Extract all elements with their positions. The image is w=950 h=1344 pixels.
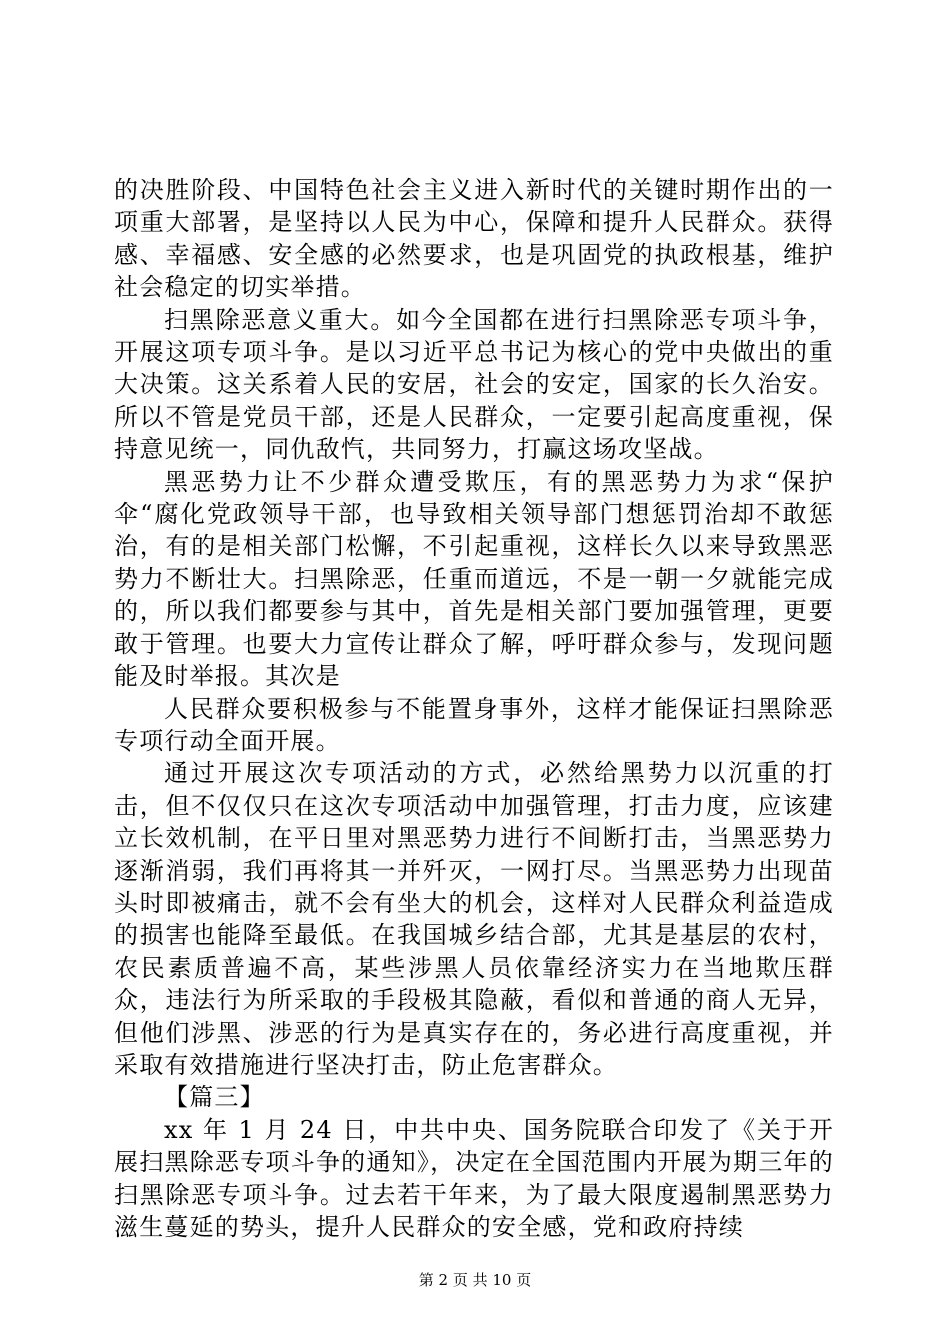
paragraph-2: 扫黑除恶意义重大。如今全国都在进行扫黑除恶专项斗争，开展这项专项斗争。是以习近平总书记为核心的党中央做出的重大决策。这关系着人民的安居，社会的安定，国家的长久治安。所以不管是党员干部，还是人民群众，一定要引起高度重视，保持意见统一，同仇敌忾，共同努力，打赢这场攻坚战。 [114,305,834,464]
paragraph-3: 黑恶势力让不少群众遭受欺压，有的黑恶势力为求“保护伞“腐化党政领导干部，也导致相关领导部门想惩罚治却不敢惩治，有的是相关部门松懈，不引起重视，这样长久以来导致黑恶势力不断壮大。扫黑除恶，任重而道远，不是一朝一夕就能完成的，所以我们都要参与其中，首先是相关部门要加强管理，更要敢于管理。也要大力宣传让群众了解，呼吁群众参与，发现问题能及时举报。其次是 [114,467,834,691]
page-number-footer: 第 2 页 共 10 页 [418,1271,532,1289]
paragraph-1: 的决胜阶段、中国特色社会主义进入新时代的关键时期作出的一项重大部署，是坚持以人民为中心，保障和提升人民群众。获得感、幸福感、安全感的必然要求，也是巩固党的执政根基，维护社会稳定的切实举措。 [114,176,834,302]
section-heading: 【篇三】 [164,1083,265,1112]
document-body [114,174,834,1243]
paragraph-4: 人民群众要积极参与不能置身事外，这样才能保证扫黑除恶专项行动全面开展。 [114,694,834,755]
paragraph-6: xx 年 1 月 24 日，中共中央、国务院联合印发了《关于开展扫黑除恶专项斗争的通知》，决定在全国范围内开展为期三年的扫黑除恶专项斗争。过去若干年来，为了最大限度遏制黑恶势力滋生蔓延的势头，提升人民群众的安全感，党和政府持续 [114,1115,834,1241]
paragraph-5: 通过开展这次专项活动的方式，必然给黑势力以沉重的打击，但不仅仅只在这次专项活动中加强管理，打击力度，应该建立长效机制，在平日里对黑恶势力进行不间断打击，当黑恶势力逐渐消弱，我们再将其一并歼灭，一网打尽。当黑恶势力出现苗头时即被痛击，就不会有坐大的机会，这样对人民群众利益造成的损害也能降至最低。在我国城乡结合部，尤其是基层的农村，农民素质普遍不高，某些涉黑人员依靠经济实力在当地欺压群众，违法行为所采取的手段极其隐蔽，看似和普通的商人无异，但他们涉黑、涉恶的行为是真实存在的，务必进行高度重视，并采取有效措施进行坚决打击，防止危害群众。 [114,759,834,1079]
